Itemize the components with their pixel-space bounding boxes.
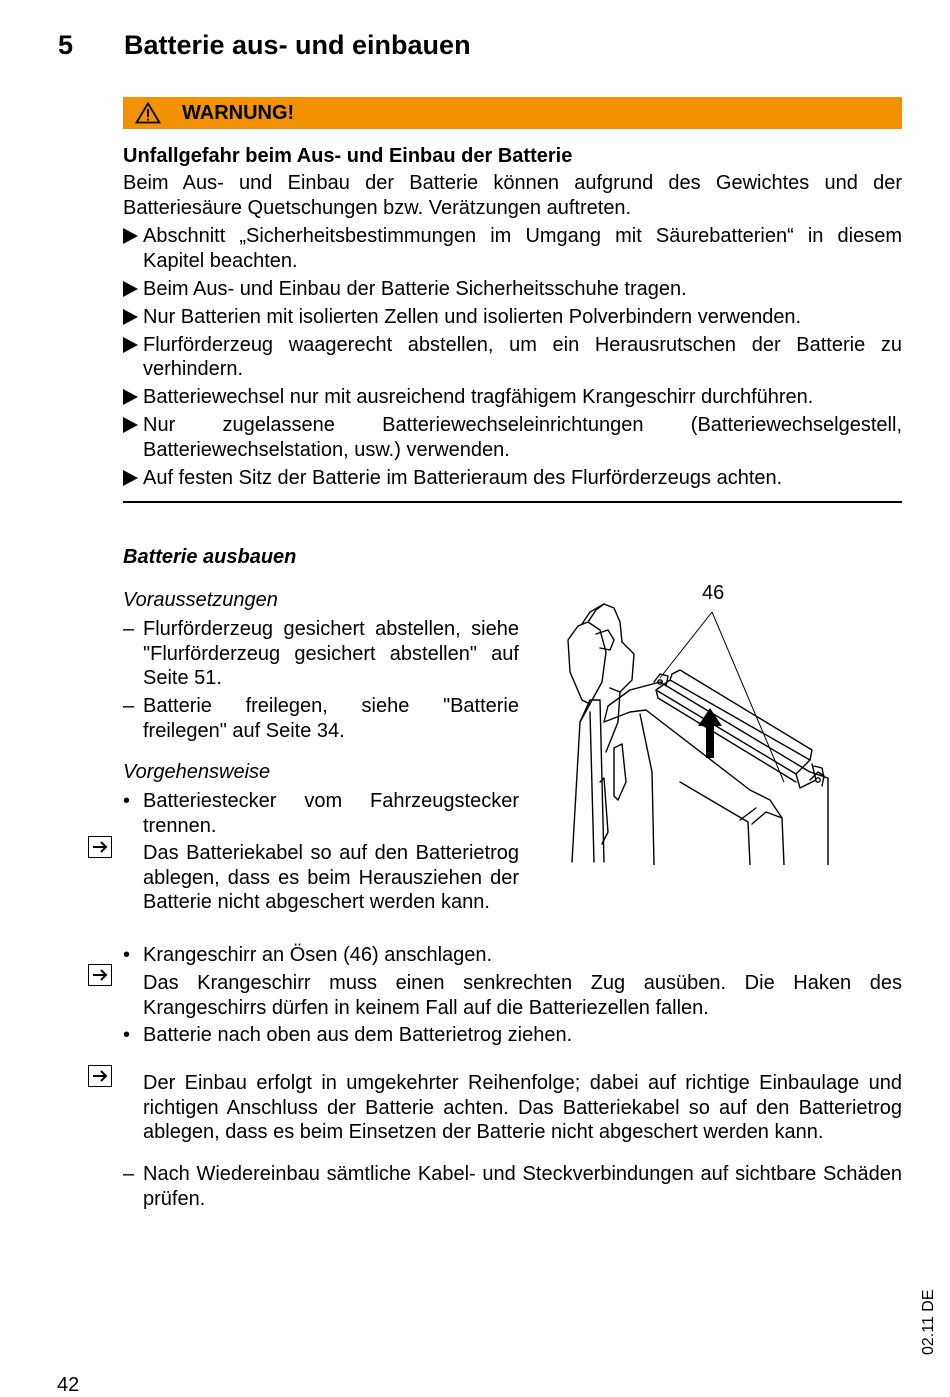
dash-marker: –	[123, 695, 135, 717]
bullet-marker: •	[123, 1024, 131, 1046]
list-item: Auf festen Sitz der Batterie im Batterieraum des Flurförderzeugs achten.	[123, 466, 902, 491]
bullet-marker: •	[123, 790, 131, 812]
chapter-number: 5	[58, 30, 74, 60]
dash-marker: –	[123, 618, 135, 640]
divider	[123, 501, 902, 503]
final-item: – Nach Wiedereinbau sämtliche Kabel- und Steckverbindungen auf sichtbare Schäden prüfen.	[123, 1163, 902, 1210]
note-text: Der Einbau erfolgt in umgekehrter Reihenfolge; dabei auf richtige Einbaulage und richtigen Anschluss der Batterie achten. Das Batteriekabel so auf den Batterietrog ablegen, dass es beim Einsetzen der Batterie nicht abgeschert werden kann.	[143, 1072, 902, 1143]
list-item: Abschnitt „Sicherheitsbestimmungen im Umgang mit Säurebatterien“ in diesem Kapitel beachten.	[123, 224, 902, 273]
triangle-bullet-icon	[123, 309, 138, 325]
chapter-title: Batterie aus- und einbauen	[124, 30, 471, 60]
triangle-bullet-icon	[123, 389, 138, 405]
dash-marker: –	[123, 1163, 135, 1185]
triangle-bullet-icon	[123, 337, 138, 353]
warning-banner	[123, 97, 902, 129]
warning-label: WARNUNG!	[182, 101, 295, 124]
prereq-item: – Flurförderzeug gesichert abstellen, siehe "Flurförderzeug gesichert abstellen" auf Seite 51.	[123, 618, 519, 689]
warning-triangle-icon	[135, 102, 161, 124]
step-item: • Krangeschirr an Ösen (46) anschlagen.	[123, 944, 493, 966]
step-item: • Batterie nach oben aus dem Batterietrog ziehen.	[123, 1024, 573, 1046]
triangle-bullet-icon	[123, 228, 138, 244]
page-number: 42	[57, 1374, 80, 1396]
warning-subtitle: Unfallgefahr beim Aus- und Einbau der Batterie	[123, 145, 573, 167]
procedure-label: Vorgehensweise	[123, 761, 271, 783]
bullet-marker: •	[123, 944, 131, 966]
note-arrow-icon	[88, 836, 112, 858]
list-item: Beim Aus- und Einbau der Batterie Sicherheitsschuhe tragen.	[123, 277, 902, 302]
list-item: Nur zugelassene Batteriewechseleinrichtungen (Batteriewechselgestell, Batteriewechselstation, usw.) verwenden.	[123, 413, 902, 462]
chapter-heading	[58, 30, 471, 61]
document-code: 02.11 DE	[920, 1289, 937, 1355]
warning-list	[123, 224, 902, 494]
prereq-label: Voraussetzungen	[123, 589, 278, 611]
list-item: Nur Batterien mit isolierten Zellen und isolierten Polverbindern verwenden.	[123, 305, 902, 330]
warning-intro: Beim Aus- und Einbau der Batterie können aufgrund des Gewichtes und der Batteriesäure Quetschungen bzw. Verätzungen auftreten.	[123, 172, 902, 219]
battery-removal-illustration	[560, 582, 860, 865]
note-arrow-icon	[88, 1065, 112, 1087]
step-item: • Batteriestecker vom Fahrzeugstecker trennen.	[123, 790, 519, 837]
triangle-bullet-icon	[123, 281, 138, 297]
list-item: Flurförderzeug waagerecht abstellen, um ein Herausrutschen der Batterie zu verhindern.	[123, 333, 902, 382]
prereq-item: – Batterie freilegen, siehe "Batterie freilegen" auf Seite 34.	[123, 695, 519, 742]
note-text: Das Batteriekabel so auf den Batterietrog ablegen, dass es beim Herausziehen der Batterie nicht abgeschert werden kann.	[143, 842, 519, 913]
section-title: Batterie ausbauen	[123, 546, 297, 568]
note-text: Das Krangeschirr muss einen senkrechten Zug ausüben. Die Haken des Krangeschirrs dürfen in keinem Fall auf die Batteriezellen fallen.	[143, 972, 902, 1019]
triangle-bullet-icon	[123, 470, 138, 486]
list-item: Batteriewechsel nur mit ausreichend tragfähigem Krangeschirr durchführen.	[123, 385, 902, 410]
callout-label-46: 46	[702, 582, 725, 604]
triangle-bullet-icon	[123, 417, 138, 433]
note-arrow-icon	[88, 964, 112, 986]
